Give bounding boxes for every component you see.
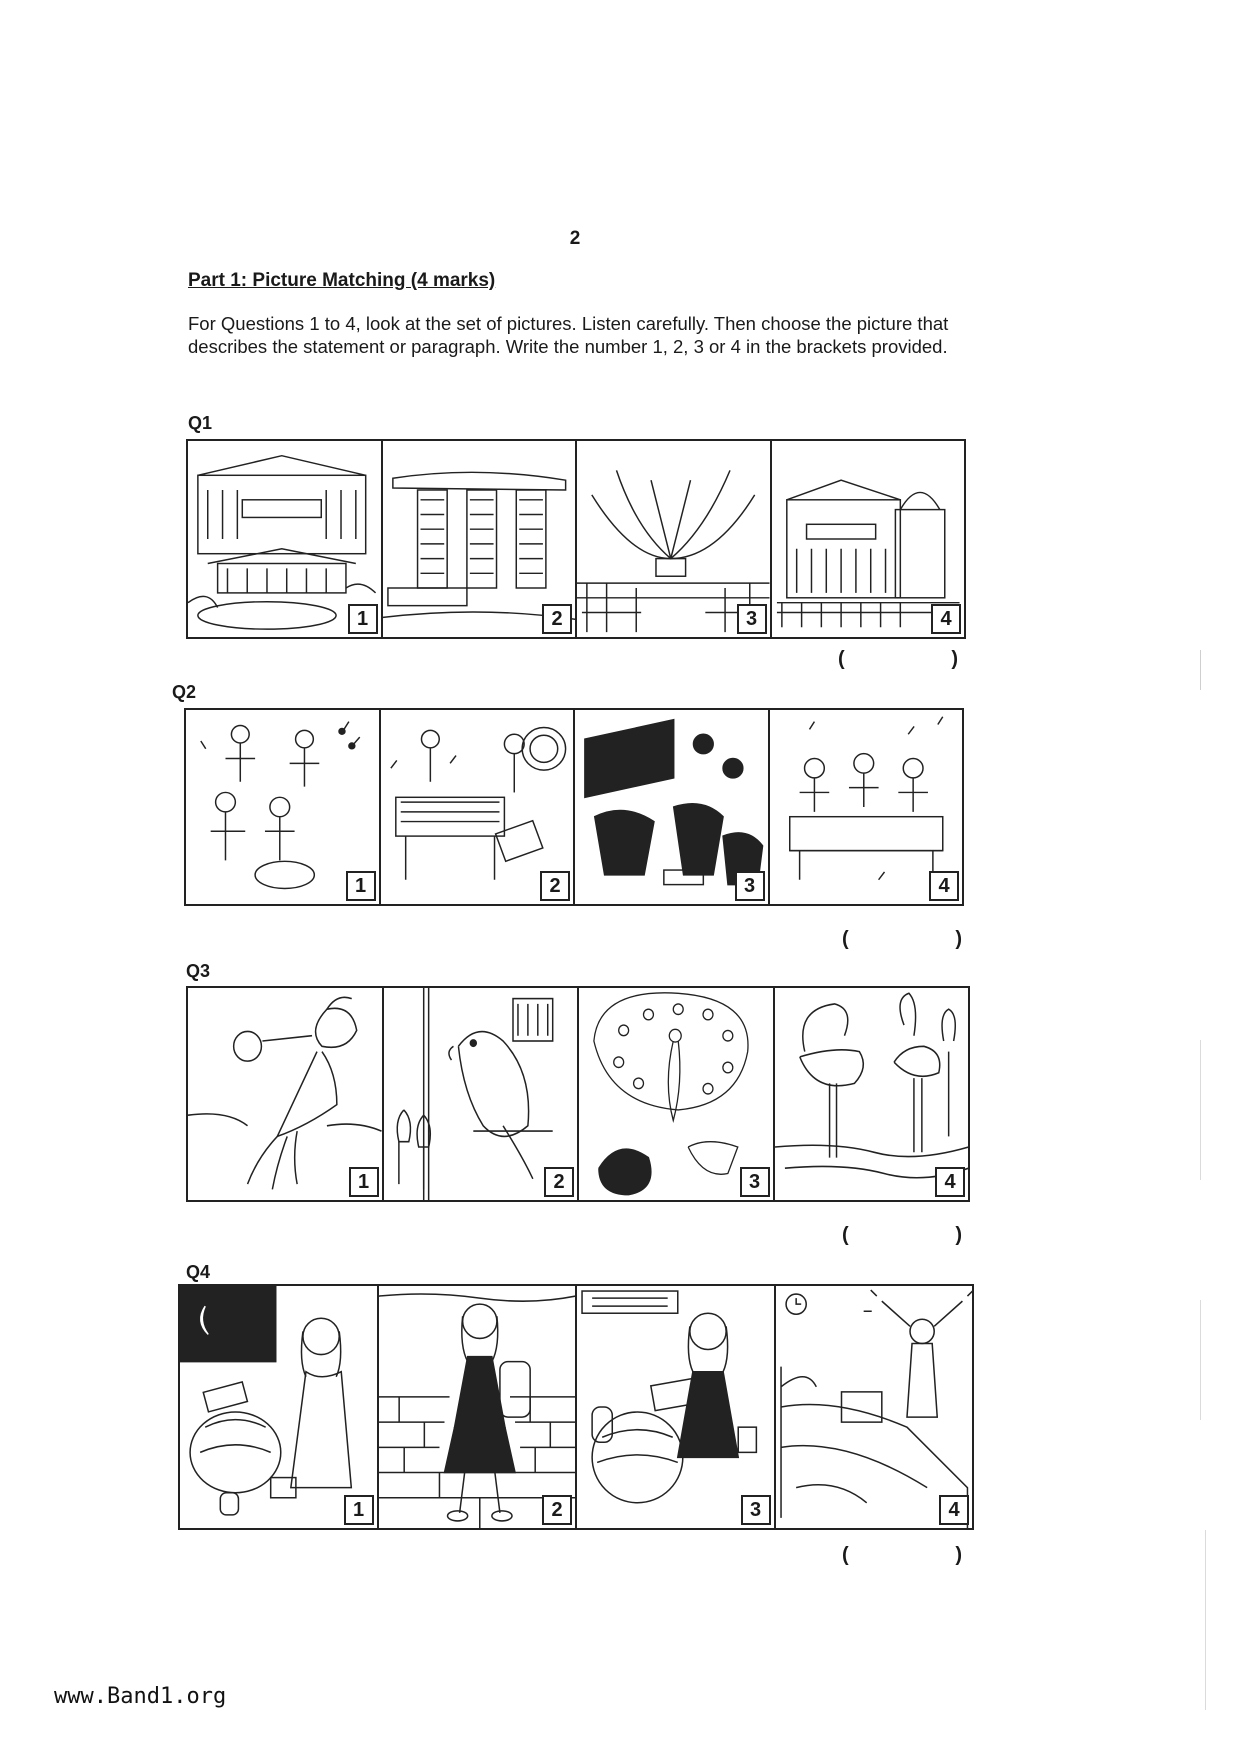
q4-panel-1-number: 1 — [344, 1495, 374, 1525]
girl-walking-to-school-illustration — [379, 1286, 576, 1528]
q2-panel-4-number: 4 — [929, 871, 959, 901]
q4-panel-3-number: 3 — [741, 1495, 771, 1525]
q3-open-bracket: ( — [842, 1224, 849, 1246]
q3-panel-3-number: 3 — [740, 1167, 770, 1197]
footer-url: www.Band1.org — [54, 1684, 227, 1709]
q2-picture-4 — [770, 710, 963, 904]
q2-picture-strip — [184, 708, 964, 906]
q2-close-bracket: ) — [955, 928, 962, 950]
q2-panel-3-number: 3 — [735, 871, 765, 901]
q4-picture-1 — [180, 1286, 379, 1528]
q2-picture-2 — [381, 710, 576, 904]
q3-panel-4-number: 4 — [935, 1167, 965, 1197]
q1-picture-3 — [577, 441, 772, 637]
q1-panel-2-number: 2 — [542, 604, 572, 634]
q3-picture-2 — [384, 988, 580, 1200]
q1-picture-4 — [772, 441, 965, 637]
girl-packing-bag-night-illustration — [180, 1286, 377, 1528]
q1-open-bracket: ( — [838, 648, 845, 670]
q1-picture-strip — [186, 439, 966, 639]
q3-picture-1 — [188, 988, 384, 1200]
part-title: Part 1: Picture Matching (4 marks) — [188, 270, 496, 291]
scan-artifact — [1200, 650, 1201, 690]
q1-panel-3-number: 3 — [737, 604, 767, 634]
q3-picture-4 — [775, 988, 969, 1200]
q1-panel-4-number: 4 — [931, 604, 961, 634]
q4-picture-2 — [379, 1286, 578, 1528]
q2-label: Q2 — [172, 682, 197, 702]
q3-close-bracket: ) — [955, 1224, 962, 1246]
q4-panel-2-number: 2 — [542, 1495, 572, 1525]
q3-label: Q3 — [186, 961, 211, 981]
q2-picture-3 — [575, 710, 770, 904]
q1-picture-1 — [188, 441, 383, 637]
q2-picture-1 — [186, 710, 381, 904]
q1-answer-brackets[interactable] — [838, 648, 958, 671]
q4-picture-3 — [577, 1286, 776, 1528]
q3-answer-brackets[interactable] — [842, 1224, 962, 1247]
q1-close-bracket: ) — [951, 648, 958, 670]
q3-panel-2-number: 2 — [544, 1167, 574, 1197]
scan-artifact — [1200, 1040, 1201, 1180]
q3-picture-strip — [186, 986, 970, 1202]
q3-picture-3 — [579, 988, 775, 1200]
q4-open-bracket: ( — [842, 1544, 849, 1566]
scan-artifact — [1205, 1530, 1206, 1710]
q4-picture-strip — [178, 1284, 974, 1530]
q4-panel-4-number: 4 — [939, 1495, 969, 1525]
girl-waking-up-illustration — [776, 1286, 973, 1528]
q3-panel-1-number: 1 — [349, 1167, 379, 1197]
scan-artifact — [1200, 1300, 1201, 1420]
page-number: 2 — [569, 228, 581, 249]
instructions: For Questions 1 to 4, look at the set of pictures. Listen carefully. Then choose the picture that describes the statement or paragraph. Write the number 1, 2, 3 or 4 in the brackets provided. — [188, 313, 949, 357]
q1-picture-2 — [383, 441, 578, 637]
q4-answer-brackets[interactable] — [842, 1544, 962, 1567]
q1-panel-1-number: 1 — [348, 604, 378, 634]
q4-picture-4 — [776, 1286, 973, 1528]
q1-label: Q1 — [188, 413, 213, 433]
q2-open-bracket: ( — [842, 928, 849, 950]
q4-label: Q4 — [186, 1262, 211, 1282]
girl-at-library-illustration — [577, 1286, 774, 1528]
q2-panel-1-number: 1 — [346, 871, 376, 901]
q4-close-bracket: ) — [955, 1544, 962, 1566]
q2-panel-2-number: 2 — [540, 871, 570, 901]
q2-answer-brackets[interactable] — [842, 928, 962, 951]
